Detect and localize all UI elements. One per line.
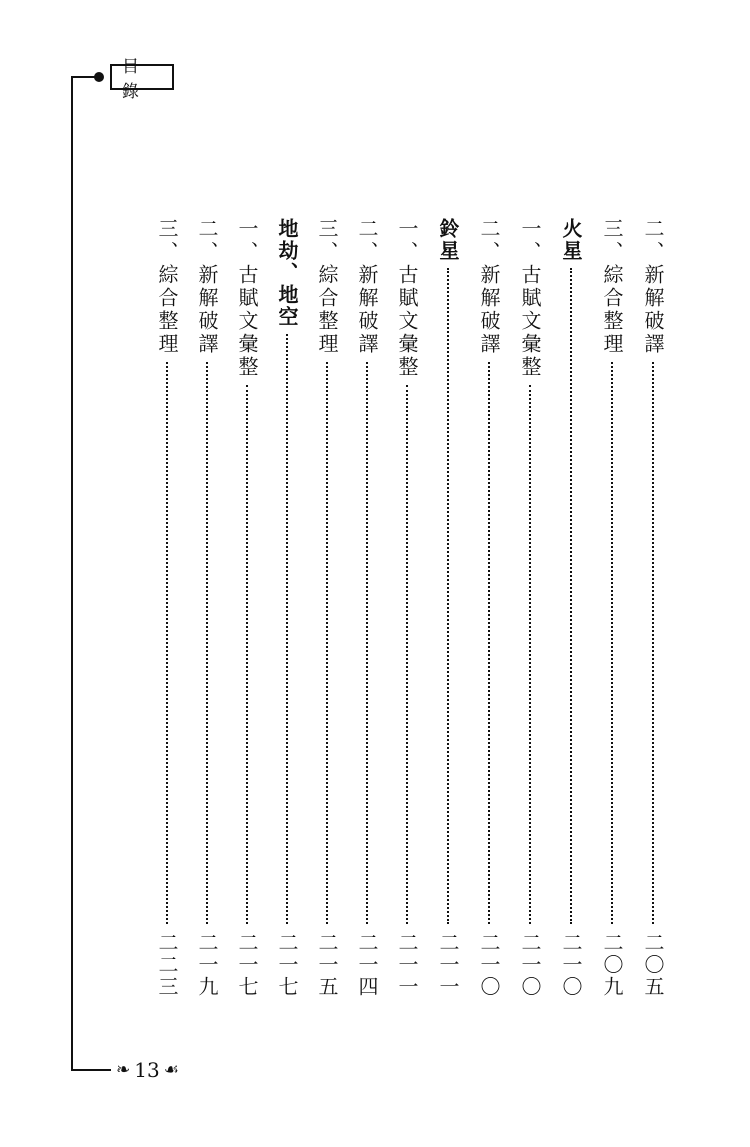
- toc-entry-page: 二二三: [155, 932, 179, 998]
- toc-entry-page: 二一〇: [518, 932, 542, 998]
- section-header: 目 錄: [110, 64, 174, 90]
- dot-leader: [206, 362, 208, 924]
- toc-entry[interactable]: [556, 218, 586, 998]
- toc-entry[interactable]: [392, 218, 422, 998]
- toc-entry-page: 二一四: [355, 932, 379, 998]
- toc-entry-title: 二、新解破譯: [641, 218, 665, 356]
- toc-entry-page: 二一五: [315, 932, 339, 998]
- toc-entry-title: 二、新解破譯: [477, 218, 501, 356]
- toc-entry-title: 地劫、地空: [275, 218, 299, 328]
- toc-entry-title: 一、古賦文彙整: [518, 218, 542, 379]
- toc-entry-title: 三、綜合整理: [315, 218, 339, 356]
- toc-entry-title: 鈴星: [436, 218, 460, 262]
- bracket-bottom-line: [71, 1069, 111, 1071]
- toc-entry[interactable]: [515, 218, 545, 998]
- toc-entry[interactable]: [152, 218, 182, 998]
- toc-entry-page: 二一一: [395, 932, 419, 998]
- ornament-right-icon: ☙: [163, 1060, 179, 1080]
- toc-entry-page: 二〇五: [641, 932, 665, 998]
- dot-leader: [529, 385, 531, 924]
- toc-entry[interactable]: [474, 218, 504, 998]
- toc-entry-title: 三、綜合整理: [155, 218, 179, 356]
- dot-leader: [447, 268, 449, 924]
- toc-entry[interactable]: [352, 218, 382, 998]
- bracket-vertical-line: [71, 76, 73, 1071]
- dot-leader: [286, 334, 288, 924]
- toc-entry-page: 二一〇: [477, 932, 501, 998]
- toc-entry-page: 二一一: [436, 932, 460, 998]
- toc-entry-page: 二一七: [275, 932, 299, 998]
- toc-entry[interactable]: [597, 218, 627, 998]
- toc-entry-title: 二、新解破譯: [355, 218, 379, 356]
- toc-entry[interactable]: [192, 218, 222, 998]
- toc-entry-title: 火星: [559, 218, 583, 262]
- toc-entry-page: 二一七: [235, 932, 259, 998]
- toc-entry-page: 二一九: [195, 932, 219, 998]
- dot-leader: [326, 362, 328, 924]
- dot-leader: [166, 362, 168, 924]
- ornament-left-icon: ❧: [116, 1060, 131, 1080]
- dot-leader: [246, 385, 248, 924]
- toc-entry[interactable]: [272, 218, 302, 998]
- toc-entry-title: 一、古賦文彙整: [235, 218, 259, 379]
- dot-leader: [366, 362, 368, 924]
- page-number: [116, 1056, 179, 1084]
- dot-leader: [570, 268, 572, 924]
- toc-entry[interactable]: [232, 218, 262, 998]
- toc-entry-title: 二、新解破譯: [195, 218, 219, 356]
- dot-leader: [406, 385, 408, 924]
- page-number-value: 13: [134, 1058, 160, 1082]
- toc-entry-page: 二一〇: [559, 932, 583, 998]
- bullet-dot-icon: [94, 72, 104, 82]
- toc-entry-title: 一、古賦文彙整: [395, 218, 419, 379]
- toc-entry-page: 二〇九: [600, 932, 624, 998]
- dot-leader: [652, 362, 654, 924]
- toc-entry[interactable]: [638, 218, 668, 998]
- toc-entry-title: 三、綜合整理: [600, 218, 624, 356]
- dot-leader: [611, 362, 613, 924]
- toc-entry[interactable]: [312, 218, 342, 998]
- toc-entry[interactable]: [433, 218, 463, 998]
- dot-leader: [488, 362, 490, 924]
